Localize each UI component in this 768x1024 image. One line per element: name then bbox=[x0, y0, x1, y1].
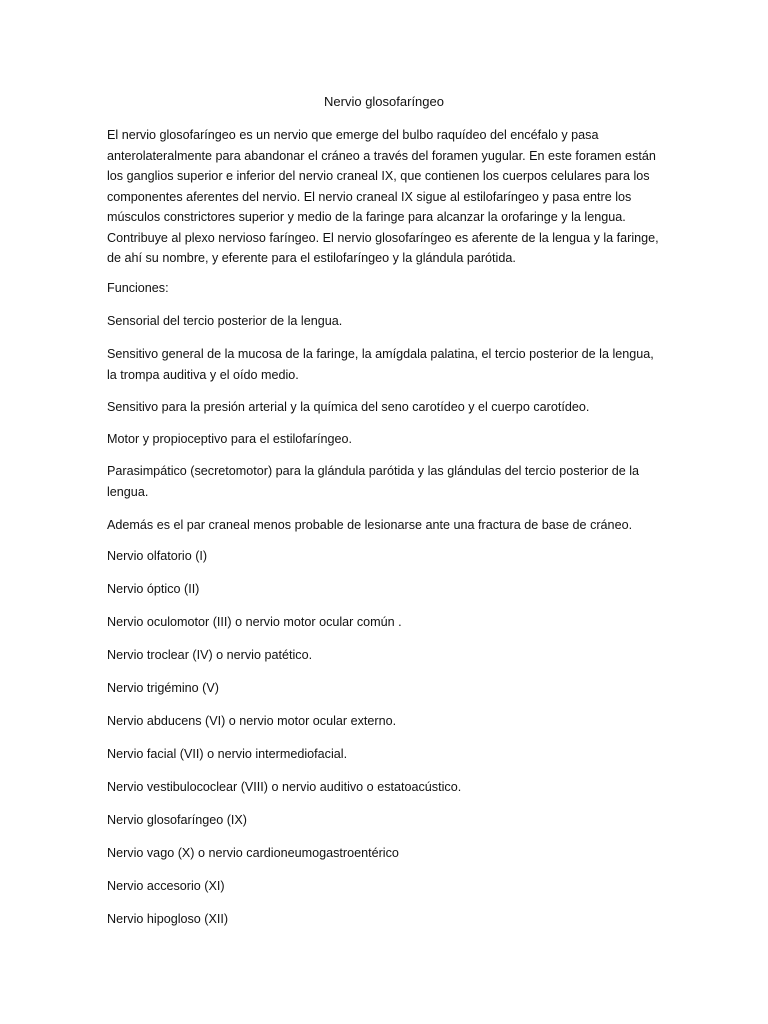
nerve-list-item: Nervio troclear (IV) o nervio patético. bbox=[107, 648, 313, 662]
nerve-list-item: Nervio abducens (VI) o nervio motor ocular externo. bbox=[107, 714, 397, 728]
nerve-list-item: Nervio hipogloso (XII) bbox=[107, 912, 229, 926]
function-item: Sensorial del tercio posterior de la lengua. bbox=[107, 314, 343, 328]
nerve-list-item: Nervio facial (VII) o nervio intermediofacial. bbox=[107, 747, 348, 761]
function-item: Sensitivo para la presión arterial y la química del seno carotídeo y el cuerpo carotídeo. bbox=[107, 400, 590, 414]
nerve-list-item: Nervio trigémino (V) bbox=[107, 681, 219, 695]
intro-paragraph: El nervio glosofaríngeo es un nervio que emerge del bulbo raquídeo del encéfalo y pasa anterolateralmente para abandonar el cráneo a través del foramen yugular. En este foramen están los ganglios superior e inferior del nervio craneal IX, que contienen los cuerpos celulares para los componentes aferentes del nervio. El nervio craneal IX sigue al estilofaríngeo y pasa entre los músculos constrictores superior y medio de la faringe para alcanzar la orofaringe y la lengua. Contribuye al plexo nervioso faríngeo. El nervio glosofaríngeo es aferente de la lengua y la faringe, de ahí su nombre, y eferente para el estilofaríngeo y la glándula parótida. bbox=[107, 128, 659, 265]
nerve-list-item: Nervio vago (X) o nervio cardioneumogastroentérico bbox=[107, 846, 399, 860]
nerve-list-item: Nervio glosofaríngeo (IX) bbox=[107, 813, 247, 827]
nerve-list-item: Nervio oculomotor (III) o nervio motor ocular común . bbox=[107, 615, 402, 629]
note-paragraph: Además es el par craneal menos probable de lesionarse ante una fractura de base de cráneo. bbox=[107, 518, 633, 532]
nerve-list-item: Nervio vestibulococlear (VIII) o nervio auditivo o estatoacústico. bbox=[107, 780, 462, 794]
functions-heading: Funciones: bbox=[107, 281, 169, 295]
nerve-list-item: Nervio óptico (II) bbox=[107, 582, 200, 596]
function-item: Motor y propioceptivo para el estilofaríngeo. bbox=[107, 432, 353, 446]
function-item: Parasimpático (secretomotor) para la glándula parótida y las glándulas del tercio posterior de la lengua. bbox=[107, 464, 640, 499]
function-item: Sensitivo general de la mucosa de la faringe, la amígdala palatina, el tercio posterior de la lengua, la trompa auditiva y el oído medio. bbox=[107, 347, 654, 382]
document-title: Nervio glosofaríngeo bbox=[324, 94, 444, 109]
nerve-list-item: Nervio accesorio (XI) bbox=[107, 879, 225, 893]
nerve-list-item: Nervio olfatorio (I) bbox=[107, 549, 208, 563]
